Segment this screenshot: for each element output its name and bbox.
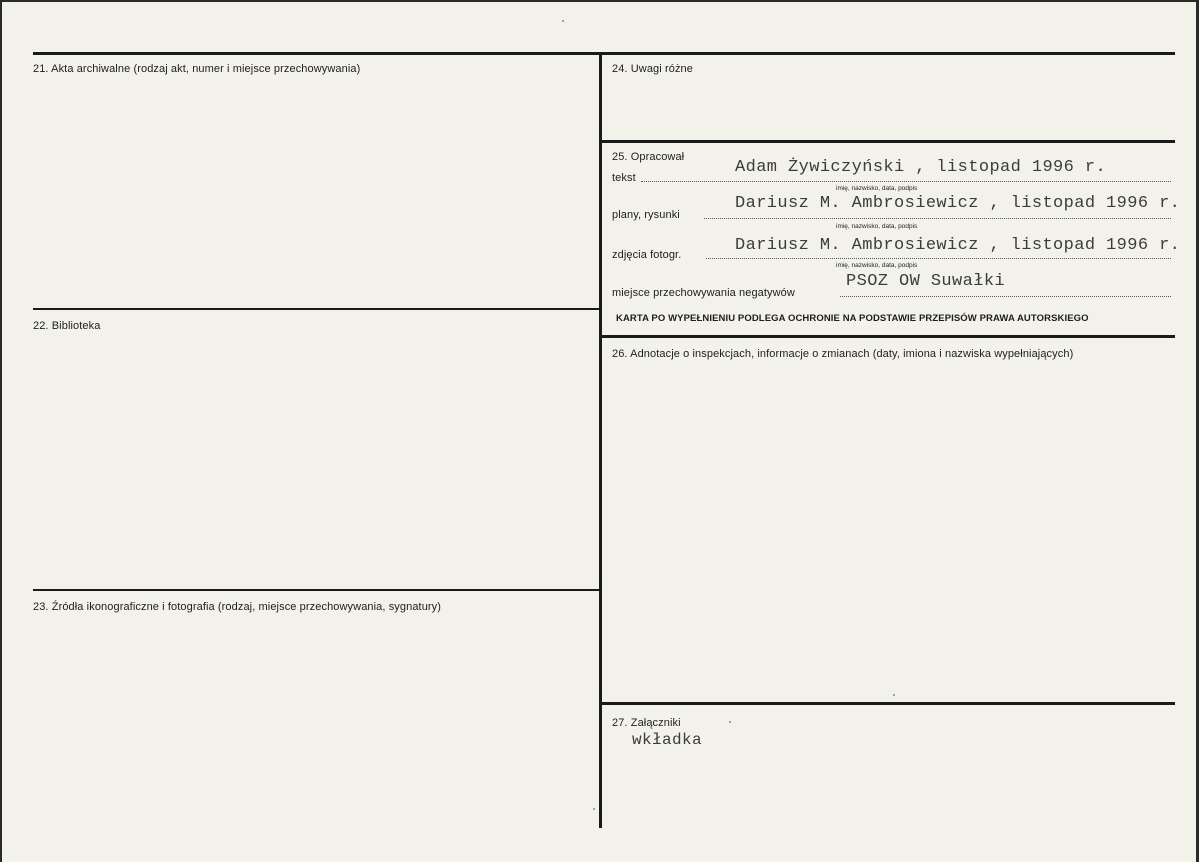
section-22-label: 22. Biblioteka <box>33 320 101 332</box>
copyright-notice: KARTA PO WYPEŁNIENIU PODLEGA OCHRONIE NA PODSTAWIE PRZEPISÓW PRAWA AUTORSKIEGO <box>616 313 1089 324</box>
rule-left-23 <box>33 589 601 591</box>
attachments-value: wkładka <box>632 731 703 749</box>
section-21-label: 21. Akta archiwalne (rodzaj akt, numer i miejsce przechowywania) <box>33 63 361 75</box>
text-author-label: tekst <box>612 172 636 184</box>
plans-author-caption: imię, nazwisko, data, podpis <box>836 223 918 230</box>
text-author-caption: imię, nazwisko, data, podpis <box>836 185 918 192</box>
rule-right-27 <box>600 702 1175 705</box>
plans-author-value: Dariusz M. Ambrosiewicz , listopad 1996 r. <box>735 194 1181 213</box>
text-author-line <box>641 181 1171 182</box>
rule-left-22 <box>33 308 601 310</box>
negatives-location-label: miejsce przechowywania negatywów <box>612 287 795 299</box>
center-divider <box>599 52 602 828</box>
top-edge <box>0 0 1199 2</box>
scan-speck <box>893 694 895 696</box>
left-edge <box>0 0 2 862</box>
scan-speck <box>593 808 595 810</box>
photos-author-line <box>706 258 1171 259</box>
scan-speck <box>562 20 564 22</box>
plans-author-label: plany, rysunki <box>612 209 680 221</box>
section-27-label: 27. Załączniki <box>612 717 681 729</box>
rule-right-25 <box>600 140 1175 143</box>
photos-author-label: zdjęcia fotogr. <box>612 249 682 261</box>
photos-author-value: Dariusz M. Ambrosiewicz , listopad 1996 r. <box>735 236 1181 255</box>
section-23-label: 23. Źródła ikonograficzne i fotografia (rodzaj, miejsce przechowywania, sygnatury) <box>33 601 442 613</box>
section-24-label: 24. Uwagi różne <box>612 63 693 75</box>
photos-author-caption: imię, nazwisko, data, podpis <box>836 262 918 269</box>
negatives-location-value: PSOZ OW Suwałki <box>846 272 1006 291</box>
text-author-value: Adam Żywiczyński , listopad 1996 r. <box>735 158 1107 177</box>
negatives-location-line <box>840 296 1171 297</box>
top-rule <box>33 52 1175 55</box>
section-26-label: 26. Adnotacje o inspekcjach, informacje o zmianach (daty, imiona i nazwiska wypełniających) <box>612 348 1074 360</box>
plans-author-line <box>704 218 1171 219</box>
scan-speck <box>729 721 731 723</box>
section-25-label: 25. Opracował <box>612 151 685 163</box>
rule-right-26 <box>600 335 1175 338</box>
